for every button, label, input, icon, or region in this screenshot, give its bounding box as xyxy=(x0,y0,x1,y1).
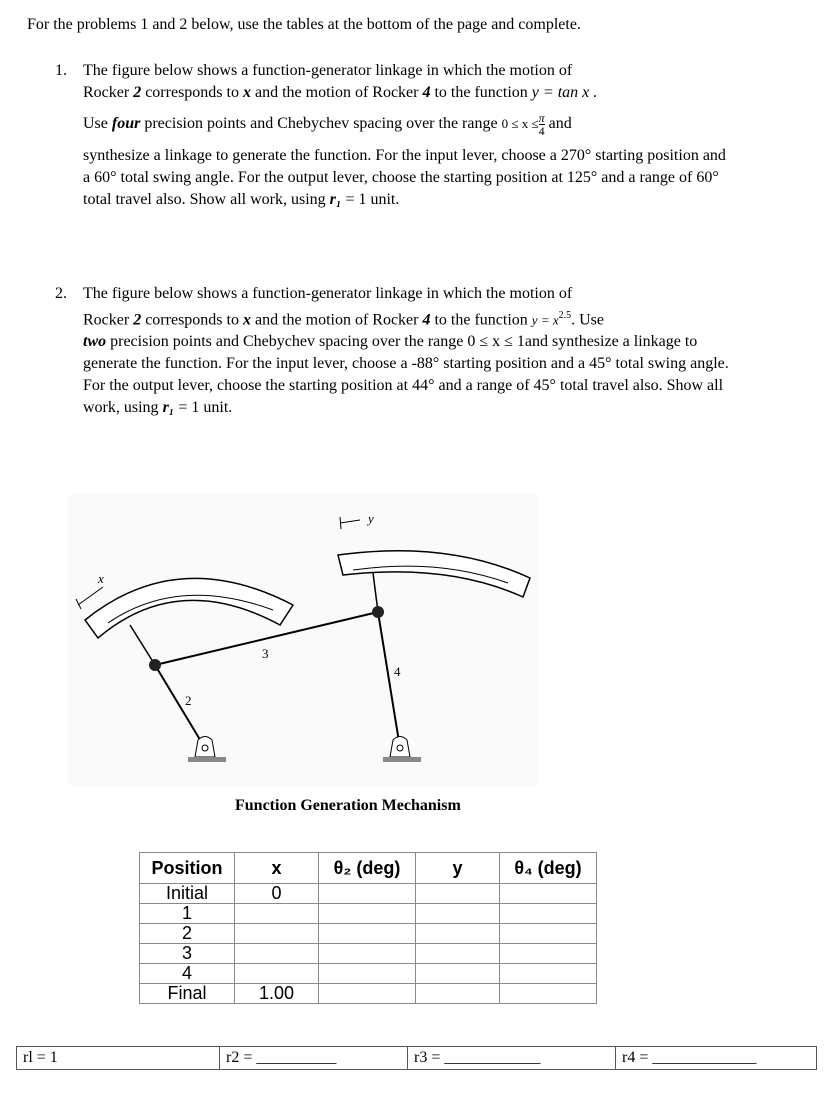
cell[interactable] xyxy=(235,924,319,944)
y-label: y xyxy=(368,511,374,526)
cell[interactable] xyxy=(500,904,597,924)
cell[interactable] xyxy=(319,904,416,924)
cell: 1 xyxy=(140,904,235,924)
data-table xyxy=(139,852,597,1004)
cell[interactable] xyxy=(500,924,597,944)
cell[interactable] xyxy=(416,964,500,984)
r4-cell[interactable]: r4 = _____________ xyxy=(616,1047,817,1070)
header-y: y xyxy=(416,853,500,884)
cell[interactable] xyxy=(416,984,500,1004)
header-x: x xyxy=(235,853,319,884)
cell[interactable] xyxy=(500,984,597,1004)
r1-cell: rl = 1 xyxy=(17,1047,220,1070)
figure-caption: Function Generation Mechanism xyxy=(235,797,461,814)
p2-rest: two precision points and Chebychev spacing over the range 0 ≤ x ≤ 1and synthesize a linkage to generate the function. For the input lever, choose a -88° starting position and a 45° total swing angle. For the output lever, choose the starting position at 44° and a range of 45° total travel also. Show all work, using r₁ = 1 unit. xyxy=(83,333,729,417)
cell[interactable] xyxy=(235,964,319,984)
table-header xyxy=(140,853,597,884)
cell: 1.00 xyxy=(235,984,319,1004)
p2-line1: The figure below shows a function-generator linkage in which the motion of xyxy=(83,285,573,302)
problem-number: 2. xyxy=(55,285,67,302)
link-3-label: 3 xyxy=(262,646,269,661)
cell[interactable] xyxy=(416,884,500,904)
cell: 4 xyxy=(140,964,235,984)
linkage-figure xyxy=(68,495,538,785)
cell[interactable] xyxy=(319,984,416,1004)
cell: Initial xyxy=(140,884,235,904)
table-row xyxy=(140,904,597,924)
problem-2 xyxy=(55,283,735,419)
cell[interactable] xyxy=(235,944,319,964)
cell: 3 xyxy=(140,944,235,964)
cell[interactable] xyxy=(235,904,319,924)
header-position: Position xyxy=(140,853,235,884)
header-theta4: θ₄ (deg) xyxy=(500,853,597,884)
cell: 2 xyxy=(140,924,235,944)
cell[interactable] xyxy=(500,964,597,984)
table-row xyxy=(140,884,597,904)
x-label: x xyxy=(98,571,104,586)
intro-text: For the problems 1 and 2 below, use the tables at the bottom of the page and complete. xyxy=(27,16,581,33)
fraction: $\frac{\pi}{4}$ xyxy=(538,111,545,138)
p1-line3: Use four precision points and Chebychev spacing over the range 0 ≤ x ≤ $\frac{\pi}{4}$ and xyxy=(83,111,572,138)
p1-line1: The figure below shows a function-generator linkage in which the motion of xyxy=(83,62,573,79)
function: y = tan x . xyxy=(531,84,598,101)
cell: Final xyxy=(140,984,235,1004)
table-row xyxy=(140,964,597,984)
p1-rest: synthesize a linkage to generate the function. For the input lever, choose a 270° starting position and a 60° total swing angle. For the output lever, choose the starting position at 125° and a range of 60° total travel also. Show all work, using r₁ = 1 unit. xyxy=(83,147,726,208)
table-row xyxy=(140,984,597,1004)
cell[interactable] xyxy=(500,944,597,964)
link-lengths-table xyxy=(16,1046,817,1070)
p2-line2: Rocker 2 corresponds to x and the motion of Rocker 4 to the function $y = x^{2.5}$. Use xyxy=(83,310,604,329)
problem-1 xyxy=(55,60,735,211)
header-theta2: θ₂ (deg) xyxy=(319,853,416,884)
cell[interactable] xyxy=(416,924,500,944)
cell[interactable] xyxy=(319,944,416,964)
cell: 0 xyxy=(235,884,319,904)
cell[interactable] xyxy=(500,884,597,904)
p1-line2: Rocker 2 corresponds to x and the motion of Rocker 4 to the function y = tan x . xyxy=(83,84,598,101)
cell[interactable] xyxy=(319,884,416,904)
link-4-label: 4 xyxy=(394,664,401,679)
table-row xyxy=(140,944,597,964)
cell[interactable] xyxy=(416,904,500,924)
problem-number: 1. xyxy=(55,62,67,79)
r3-cell[interactable]: r3 = ____________ xyxy=(408,1047,616,1070)
cell[interactable] xyxy=(319,964,416,984)
cell[interactable] xyxy=(319,924,416,944)
cell[interactable] xyxy=(416,944,500,964)
r2-cell[interactable]: r2 = __________ xyxy=(220,1047,408,1070)
table-row xyxy=(140,924,597,944)
link-2-label: 2 xyxy=(185,693,192,708)
